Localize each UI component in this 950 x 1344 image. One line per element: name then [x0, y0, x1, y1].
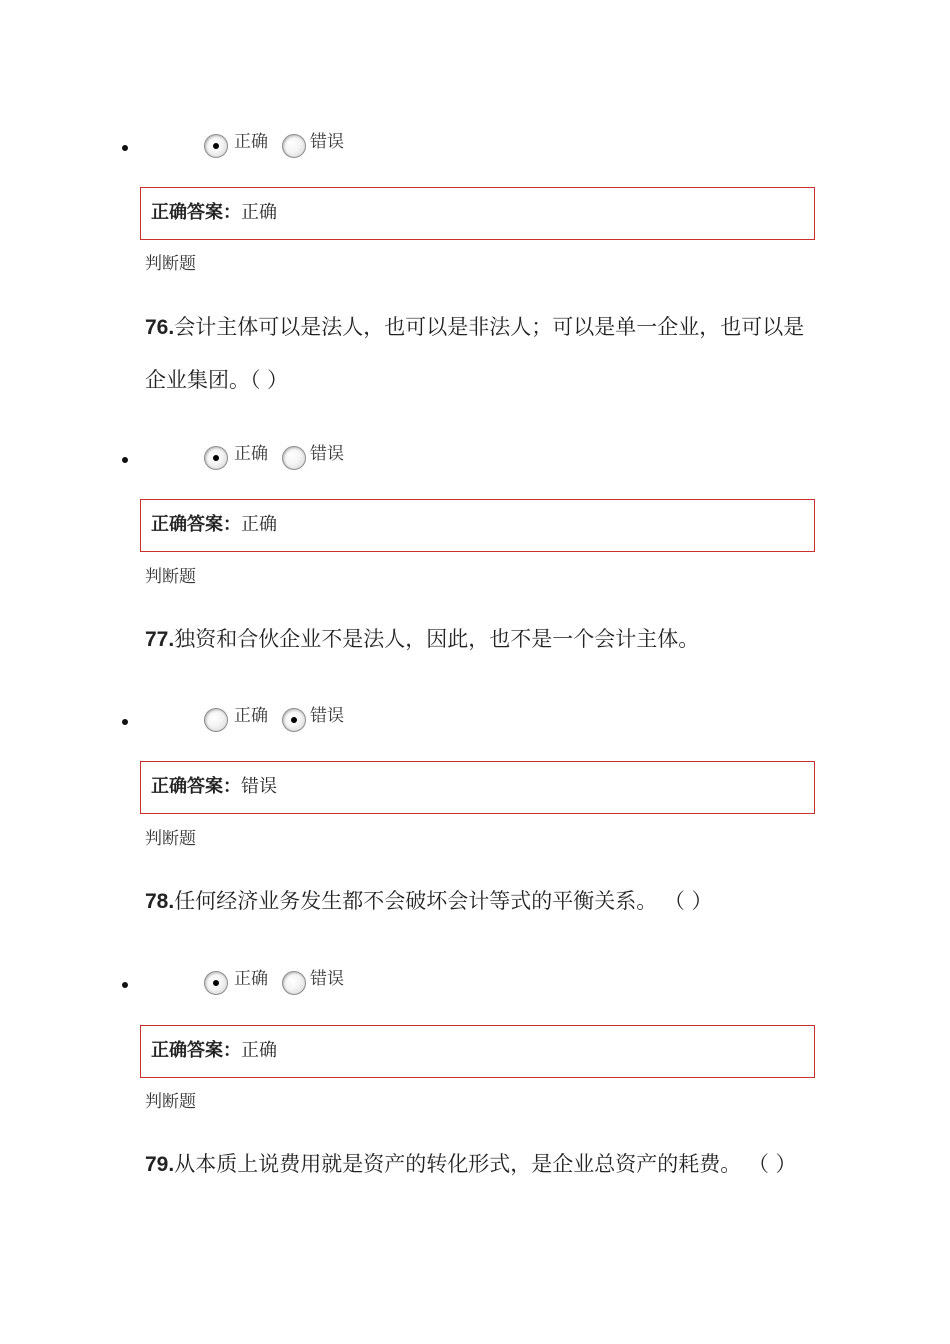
- radio-wrong[interactable]: [282, 446, 306, 470]
- radio-wrong[interactable]: [282, 134, 306, 158]
- radio-correct[interactable]: [204, 134, 228, 158]
- question-body: 会计主体可以是法人，也可以是非法人；可以是单一企业，也可以是企业集团。（ ）: [145, 315, 805, 392]
- radio-label-wrong: 错误: [310, 706, 344, 726]
- option-row: [0, 443, 950, 483]
- radio-label-correct: 正确: [234, 706, 268, 726]
- radio-label-correct: 正确: [234, 969, 268, 989]
- question-type-label: 判断题: [145, 254, 196, 274]
- answer-box: [140, 1025, 815, 1078]
- answer-text: [151, 513, 277, 537]
- radio-label-wrong: 错误: [310, 969, 344, 989]
- radio-correct[interactable]: [204, 708, 228, 732]
- bullet: [122, 457, 128, 463]
- answer-text: [151, 201, 277, 225]
- radio-selected-dot: [213, 455, 219, 461]
- answer-value: 正确: [241, 202, 277, 223]
- answer-value: 错误: [241, 776, 277, 797]
- question-type-label: 判断题: [145, 1092, 196, 1112]
- question-body: 独资和合伙企业不是法人，因此，也不是一个会计主体。: [174, 627, 700, 651]
- question-number: 76.: [145, 316, 175, 339]
- radio-selected-dot: [213, 980, 219, 986]
- radio-label-correct: 正确: [234, 132, 268, 152]
- bullet: [122, 145, 128, 151]
- radio-correct[interactable]: [204, 971, 228, 995]
- answer-prefix: 正确答案：: [151, 776, 241, 797]
- answer-text: [151, 1039, 277, 1063]
- radio-wrong[interactable]: [282, 708, 306, 732]
- question-number: 77.: [145, 628, 175, 651]
- answer-prefix: 正确答案：: [151, 1040, 241, 1061]
- answer-box: [140, 761, 815, 814]
- bullet: [122, 982, 128, 988]
- radio-selected-dot: [213, 143, 219, 149]
- answer-value: 正确: [241, 1040, 277, 1061]
- answer-box: [140, 499, 815, 552]
- question-text: [145, 613, 815, 666]
- question-text: [145, 301, 815, 406]
- question-number: 79.: [145, 1153, 175, 1176]
- answer-box: [140, 187, 815, 240]
- option-row: [0, 131, 950, 171]
- question-body: 任何经济业务发生都不会破坏会计等式的平衡关系。 （ ）: [174, 889, 713, 913]
- radio-selected-dot: [291, 717, 297, 723]
- answer-prefix: 正确答案：: [151, 202, 241, 223]
- answer-text: [151, 775, 277, 799]
- question-text: [145, 1138, 815, 1191]
- question-type-label: 判断题: [145, 567, 196, 587]
- answer-prefix: 正确答案：: [151, 514, 241, 535]
- answer-value: 正确: [241, 514, 277, 535]
- radio-label-correct: 正确: [234, 444, 268, 464]
- radio-correct[interactable]: [204, 446, 228, 470]
- radio-label-wrong: 错误: [310, 444, 344, 464]
- question-number: 78.: [145, 890, 175, 913]
- option-row: [0, 705, 950, 745]
- radio-wrong[interactable]: [282, 971, 306, 995]
- radio-label-wrong: 错误: [310, 132, 344, 152]
- question-type-label: 判断题: [145, 829, 196, 849]
- option-row: [0, 968, 950, 1008]
- question-body: 从本质上说费用就是资产的转化形式，是企业总资产的耗费。 （ ）: [174, 1152, 797, 1176]
- question-text: [145, 875, 815, 928]
- bullet: [122, 719, 128, 725]
